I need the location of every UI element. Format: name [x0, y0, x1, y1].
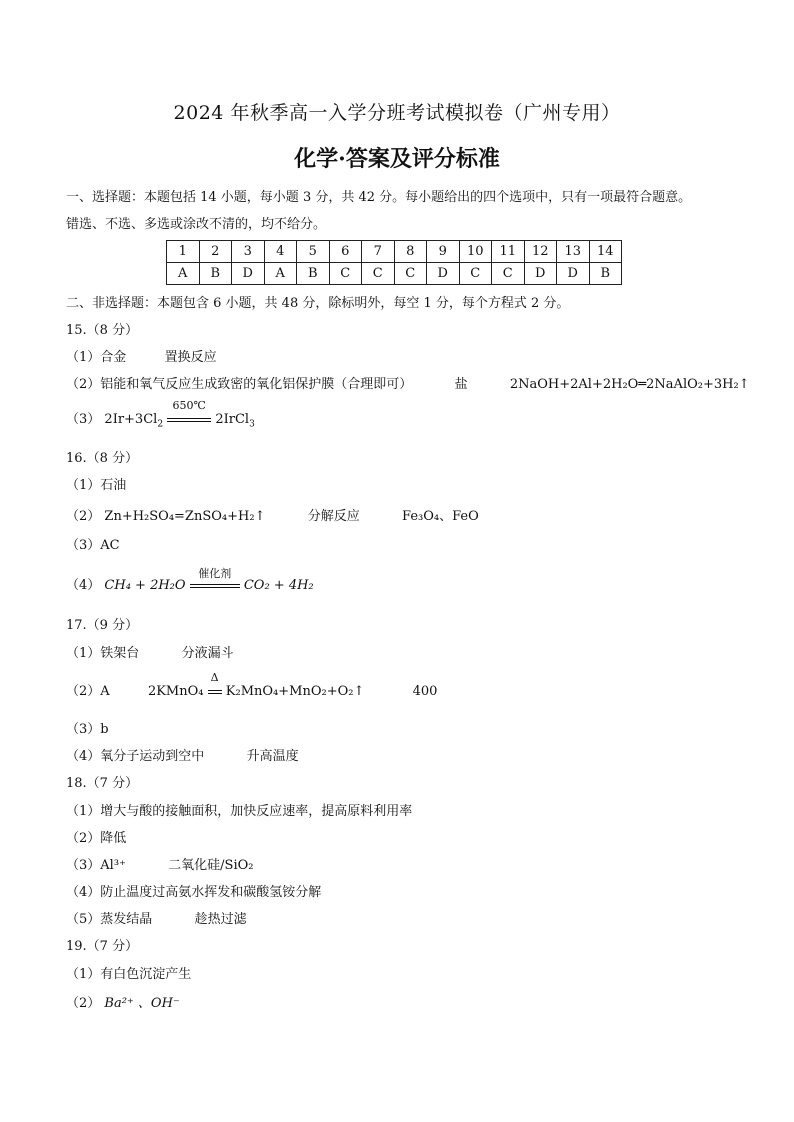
q19-answer-2-label: （2）	[66, 996, 101, 1011]
q17-answer-2-label: （2）A	[66, 684, 110, 699]
table-row-numbers	[167, 241, 622, 263]
q19-answer-1: （1）有白色沉淀产生	[66, 967, 192, 982]
q16-answer-2-c: Fe₃O₄、FeO	[402, 509, 479, 524]
table-cell: 10	[459, 241, 492, 263]
q16-answer-2-b: 分解反应	[307, 509, 360, 524]
q15-answer-1-a: （1）合金	[66, 350, 127, 365]
table-cell: D	[232, 263, 265, 285]
table-cell: D	[557, 263, 590, 285]
equation-condition: Δ	[210, 671, 219, 684]
q19-answer-2-ions: Ba²⁺ 、OH⁻	[104, 996, 180, 1011]
table-cell: 9	[427, 241, 460, 263]
q18-answer-2: （2）降低	[66, 831, 127, 846]
equation-condition: 催化剂	[198, 567, 232, 580]
q17-answer-2-c: 400	[412, 684, 438, 699]
q15-answer-3-products: 2IrCl$_3$	[215, 412, 255, 430]
answer-key-table	[166, 240, 622, 285]
q15-answer-1-b: 置换反应	[164, 350, 217, 365]
table-cell: 7	[362, 241, 395, 263]
q17-answer-4-b: 升高温度	[246, 749, 299, 764]
q16-answer-1: （1）石油	[66, 478, 127, 493]
q17-answer-3: （3）b	[66, 722, 109, 737]
equation-left: 2Ir+3Cl	[104, 412, 158, 427]
table-cell: 6	[329, 241, 362, 263]
page-subtitle: 化学·答案及评分标准	[294, 146, 500, 172]
table-cell: B	[297, 263, 330, 285]
table-cell: B	[199, 263, 232, 285]
q18-answer-3	[66, 854, 254, 873]
table-cell: D	[427, 263, 460, 285]
q17-answer-1-a: （1）铁架台	[66, 646, 140, 661]
q15-answer-3	[66, 399, 255, 430]
q18-answer-5	[66, 908, 247, 927]
q17-answer-4-a: （4）氧分子运动到空中	[66, 749, 205, 764]
q18-heading: 18.（7 分）	[66, 776, 139, 791]
table-cell: 2	[199, 241, 232, 263]
section1-instructions-line2: 错选、不选、多选或涂改不清的，均不给分。	[66, 217, 327, 232]
table-cell: 12	[524, 241, 557, 263]
table-cell: D	[524, 263, 557, 285]
q16-answer-4-label: （4）	[66, 578, 101, 593]
table-cell: A	[167, 263, 200, 285]
page-title: 2024 年秋季高一入学分班考试模拟卷（广州专用）	[173, 102, 621, 124]
table-cell: C	[459, 263, 492, 285]
q17-answer-1-b: 分液漏斗	[181, 646, 234, 661]
q16-answer-2-equation: Zn+H₂SO₄=ZnSO₄+H₂↑	[104, 509, 266, 524]
q19-answer-2	[66, 992, 180, 1011]
table-cell: C	[394, 263, 427, 285]
q15-heading: 15.（8 分）	[66, 323, 139, 338]
q16-answer-4-products: CO₂ + 4H₂	[243, 578, 314, 593]
q15-answer-3-reactants: $2Ir+3Cl_2$	[104, 412, 164, 430]
equation-condition-arrow	[167, 399, 211, 427]
table-cell: 3	[232, 241, 265, 263]
table-cell: 1	[167, 241, 200, 263]
table-cell: C	[329, 263, 362, 285]
q15-answer-2-a: （2）铝能和氧气反应生成致密的氧化铝保护膜（合理即可）	[66, 377, 413, 392]
q18-answer-1: （1）增大与酸的接触面积，加快反应速率，提高原料利用率	[66, 804, 413, 819]
q17-answer-2	[66, 671, 438, 699]
table-cell: 13	[557, 241, 590, 263]
q16-answer-3: （3）AC	[66, 538, 120, 553]
q15-answer-2-equation: 2NaOH+2Al+2H₂O═2NaAlO₂+3H₂↑	[509, 377, 750, 392]
table-cell: C	[492, 263, 525, 285]
q17-answer-2-reactants: 2KMnO₄	[147, 684, 204, 699]
equation-condition-arrow	[208, 671, 222, 699]
table-cell: A	[264, 263, 297, 285]
q17-answer-4	[66, 745, 299, 764]
q18-answer-3-a: （3）Al³⁺	[66, 858, 126, 873]
table-cell: 11	[492, 241, 525, 263]
q16-answer-4-reactants: CH₄ + 2H₂O	[104, 578, 186, 593]
q18-answer-5-a: （5）蒸发结晶	[66, 912, 153, 927]
q15-answer-2	[66, 373, 750, 392]
q16-answer-2-label: （2）	[66, 509, 101, 524]
q16-heading: 16.（8 分）	[66, 451, 139, 466]
equation-right: 2IrCl	[215, 412, 250, 427]
section2-instructions: 二、非选择题：本题包含 6 小题，共 48 分，除标明外，每空 1 分，每个方程式 2 分。	[66, 296, 570, 311]
q16-answer-4	[66, 567, 314, 593]
equation-condition: 650℃	[172, 399, 206, 412]
q16-answer-2	[66, 505, 479, 524]
q18-answer-5-b: 趁热过滤	[194, 912, 247, 927]
q17-heading: 17.（9 分）	[66, 618, 139, 633]
section1-instructions-line1: 一、选择题：本题包括 14 小题，每小题 3 分，共 42 分。每小题给出的四个选项中，只有一项最符合题意。	[66, 190, 692, 205]
table-cell: C	[362, 263, 395, 285]
q18-answer-4: （4）防止温度过高氨水挥发和碳酸氢铵分解	[66, 885, 322, 900]
table-row-answers	[167, 263, 622, 285]
table-cell: B	[589, 263, 622, 285]
table-cell: 8	[394, 241, 427, 263]
q15-answer-2-b: 盐	[454, 377, 468, 392]
q18-answer-3-b: 二氧化硅/SiO₂	[168, 858, 254, 873]
q15-answer-3-label: （3）	[66, 412, 101, 427]
q17-answer-1	[66, 642, 234, 661]
q17-answer-2-products: K₂MnO₄+MnO₂+O₂↑	[225, 684, 365, 699]
q19-heading: 19.（7 分）	[66, 939, 139, 954]
equation-condition-arrow	[190, 567, 240, 593]
table-cell: 5	[297, 241, 330, 263]
q15-answer-1	[66, 346, 217, 365]
table-cell: 4	[264, 241, 297, 263]
table-cell: 14	[589, 241, 622, 263]
